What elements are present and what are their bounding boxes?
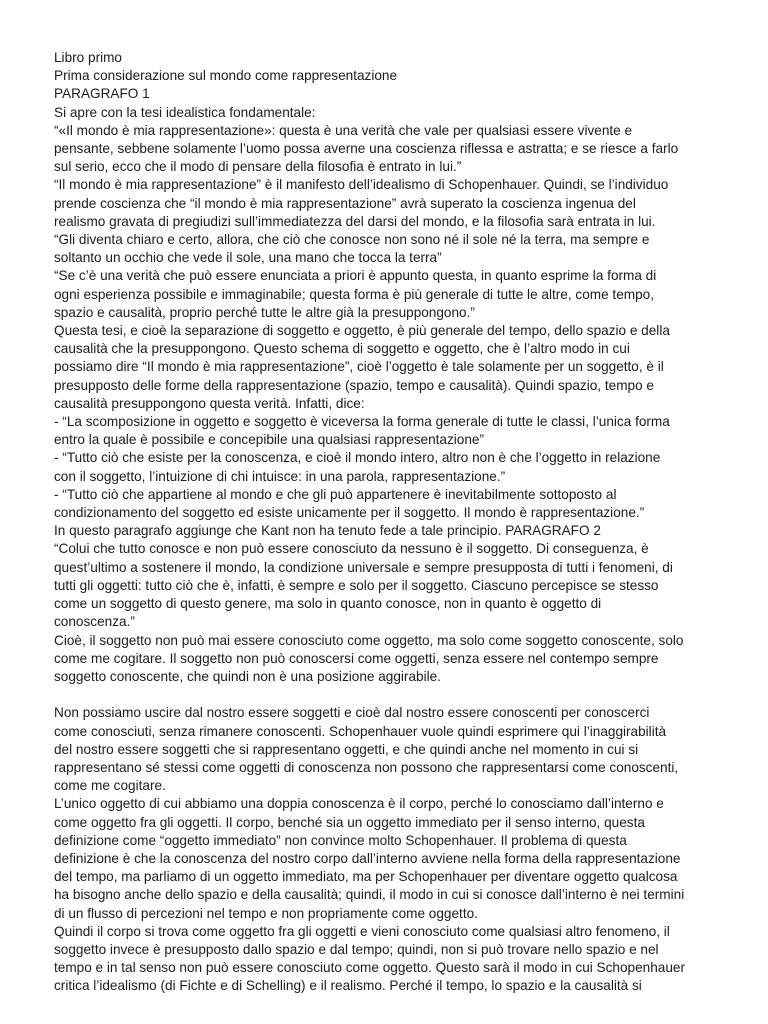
text-line: Quindi il corpo si trova come oggetto fra gli oggetti e vieni conosciuto come qualsiasi altro fenomeno, il <box>54 923 670 939</box>
text-line: - “Tutto ciò che esiste per la conoscenza, e cioè il mondo intero, altro non è che l’oggetto in relazione <box>54 450 661 466</box>
text-line: Non possiamo uscire dal nostro essere soggetti e cioè dal nostro essere conoscenti per conoscerci <box>54 705 650 721</box>
text-line: Questa tesi, e cioè la separazione di soggetto e oggetto, è più generale del tempo, dello spazio e della <box>54 323 670 339</box>
text-line: come un soggetto di questo genere, ma solo in quanto conosce, non in quanto è oggetto di <box>54 596 602 612</box>
text-line: - “La scomposizione in oggetto e soggetto è viceversa la forma generale di tutte le classi, l’unica forma <box>54 414 670 430</box>
text-line: Cioè, il soggetto non può mai essere conosciuto come oggetto, ma solo come soggetto conoscente, solo <box>54 632 684 648</box>
text-line: Libro primo <box>54 50 122 65</box>
text-line: tutti gli oggetti: tutto ciò che è, infatti, è sempre e solo per il soggetto. Ciascuno percepisce se stesso <box>54 577 659 593</box>
text-line: L’unico oggetto di cui abbiamo una doppia conoscenza è il corpo, perché lo conosciamo dall’interno e <box>54 796 664 812</box>
text-line: soltanto un occhio che vede il sole, una mano che tocca la terra” <box>54 250 442 266</box>
document-page <box>54 49 724 996</box>
text-line: “Gli diventa chiaro e certo, allora, che ciò che conosce non sono né il sole né la terra, ma sempre e <box>54 232 650 248</box>
text-line: del tempo, ma parliamo di un oggetto immediato, ma per Schopenhauer per diventare oggetto qualcosa <box>54 869 678 885</box>
text-line: PARAGRAFO 1 <box>54 86 150 102</box>
text-line: soggetto invece è presupposto dallo spazio e dal tempo; quindi, non si può trovare nello spazio e nel <box>54 941 659 957</box>
text-line: realismo gravata di pregiudizi sull’immediatezza del darsi del mondo, e la filosofia sarà entrata in lui. <box>54 213 656 229</box>
text-line: come me cogitare. Il soggetto non può conoscersi come oggetti, senza essere nel contempo sempre <box>54 650 659 666</box>
text-line: Si apre con la tesi idealistica fondamentale: <box>54 104 316 120</box>
text-line: conoscenza.” <box>54 614 135 630</box>
text-line: come me cogitare. <box>54 778 166 794</box>
text-line: di un flusso di percezioni nel tempo e non propriamente come oggetto. <box>54 905 478 921</box>
text-line: - “Tutto ciò che appartiene al mondo e che gli può appartenere è inevitabilmente sottoposto al <box>54 486 617 502</box>
text-line: come conosciuti, senza rimanere conoscenti. Schopenhauer vuole quindi esprimere qui l’inaggirabilità <box>54 723 667 739</box>
text-line: tempo e in tal senso non può essere conosciuto come oggetto. Questo sarà il modo in cui Schopenhauer <box>54 960 685 976</box>
text-line: ogni esperienza possibile e immaginabile; questa forma è più generale di tutte le altre, come tempo, <box>54 286 654 302</box>
text-line: prende coscienza che “il mondo è mia rappresentazione” avrà superato la coscienza ingenua del <box>54 195 636 211</box>
text-line: ha bisogno anche dello spazio e della causalità; quindi, il modo in cui si conosce dall’interno è nei termini <box>54 887 685 903</box>
text-line: sul serio, ecco che il modo di pensare della filosofia è entrato in lui.” <box>54 159 462 175</box>
text-line: definizione è che la conoscenza del nostro corpo dall’interno avviene nella forma della rappresentazione <box>54 850 681 866</box>
text-line: “«Il mondo è mia rappresentazione»: questa è una verità che vale per qualsiasi essere vivente e <box>54 122 633 138</box>
text-line: presupposto delle forme della rappresentazione (spazio, tempo e causalità). Quindi spazio, tempo e <box>54 377 654 393</box>
text-line: entro la quale è possibile e concepibile una qualsiasi rappresentazione” <box>54 432 484 448</box>
text-line: pensante, sebbene solamente l’uomo possa averne una coscienza riflessa e astratta; e se riesce a farlo <box>54 141 679 157</box>
text-line: spazio e causalità, proprio perché tutte le altre già la presuppongono.” <box>54 304 475 320</box>
text-line: “Se c’è una verità che può essere enunciata a priori è appunto questa, in quanto esprime la forma di <box>54 268 657 284</box>
text-line: condizionamento del soggetto ed esiste unicamente per il soggetto. Il mondo è rappresentazione.” <box>54 505 645 521</box>
text-line: In questo paragrafo aggiunge che Kant non ha tenuto fede a tale principio. PARAGRAFO 2 <box>54 523 601 539</box>
text-line: quest’ultimo a sostenere il mondo, la condizione universale e sempre presupposta di tutti i fenomeni, di <box>54 559 673 575</box>
text-line: definizione come “oggetto immediato” non convince molto Schopenhauer. Il problema di questa <box>54 832 627 848</box>
text-line: possiamo dire “Il mondo è mia rappresentazione”, cioè l’oggetto è tale solamente per un soggetto, è il <box>54 359 664 375</box>
text-line: rappresentano sé stessi come oggetti di conoscenza non possono che rappresentarsi come conoscenti, <box>54 759 679 775</box>
text-line: soggetto conoscente, che quindi non è una posizione aggirabile. <box>54 668 441 684</box>
text-line: causalità che la presuppongono. Questo schema di soggetto e oggetto, che è l’altro modo in cui <box>54 341 630 357</box>
text-line: con il soggetto, l’intuizione di chi intuisce: in una parola, rappresentazione.” <box>54 468 506 484</box>
text-line: del nostro essere soggetti che si rappresentano oggetti, e che quindi anche nel momento in cui si <box>54 741 639 757</box>
text-line: “Il mondo è mia rappresentazione” è il manifesto dell’idealismo di Schopenhauer. Quindi, se l’individuo <box>54 177 669 193</box>
paragraph-break <box>54 686 724 704</box>
text-line: Prima considerazione sul mondo come rappresentazione <box>54 68 398 84</box>
text-line: “Colui che tutto conosce e non può essere conosciuto da nessuno è il soggetto. Di conseguenza, è <box>54 541 649 557</box>
text-line: come oggetto fra gli oggetti. Il corpo, benché sia un oggetto immediato per il senso interno, questa <box>54 814 645 830</box>
text-line: causalità presuppongono questa verità. Infatti, dice: <box>54 395 365 411</box>
text-line: critica l’idealismo (di Fichte e di Schelling) e il realismo. Perché il tempo, lo spazio e la causalità si <box>54 978 642 994</box>
